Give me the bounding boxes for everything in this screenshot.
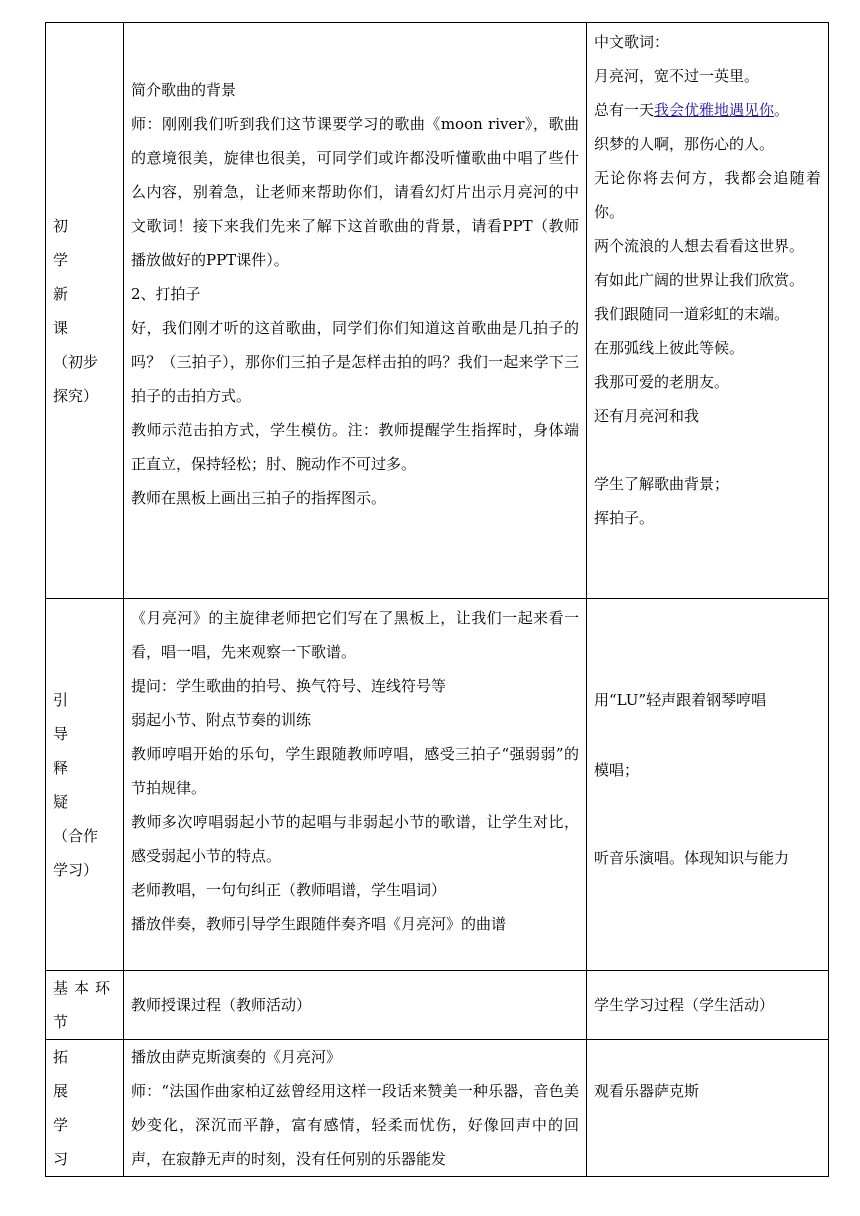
student-activity: 学生了解歌曲背景； xyxy=(594,475,730,493)
student-activity-cell xyxy=(587,599,829,971)
teacher-text: 2、打拍子 xyxy=(131,285,201,303)
student-activity: 模唱； xyxy=(594,761,640,779)
stage-cell xyxy=(46,599,124,971)
teacher-text: 师：“法国作曲家柏辽兹曾经用这样一段话来赞美一种乐器，音色美妙变化，深沉而平静，富有感情，轻柔而忧伤，好像回声中的回声，在寂静无声的时刻，没有任何别的乐器能发 xyxy=(131,1082,579,1168)
table-row xyxy=(46,23,829,599)
student-activity: 挥拍子。 xyxy=(594,509,655,527)
lyric-link[interactable]: 我会优雅地遇见你 xyxy=(654,101,775,119)
stage-label: 拓 展 学 习 xyxy=(53,1048,69,1168)
lyric-line: 月亮河，宽不过一英里。 xyxy=(594,67,760,85)
lyric-line: 还有月亮河和我 xyxy=(594,407,700,425)
teacher-text: 教师多次哼唱弱起小节的起唱与非弱起小节的歌谱，让学生对比，感受弱起小节的特点。 xyxy=(131,813,579,865)
teacher-text: 老师教唱，一句句纠正（教师唱谱，学生唱词） xyxy=(131,881,447,899)
teacher-text: 师：刚刚我们听到我们这节课要学习的歌曲《moon river》，歌曲的意境很美，旋律也很美，可同学们或许都没听懂歌曲中唱了些什么内容，别着急，让老师来帮助你们，请看幻灯片出示月亮河的中文歌词！接下来我们先来了解下这首歌曲的背景，请看PPT（教师播放做好的PPT课件）。 xyxy=(131,115,579,269)
stage-cell xyxy=(46,971,124,1040)
lyric-line: 总有一天我会优雅地遇见你。 xyxy=(594,101,790,119)
table-row xyxy=(46,971,829,1040)
teacher-text: 教师示范击拍方式，学生模仿。注：教师提醒学生指挥时，身体端正直立，保持轻松；肘、腕动作不可过多。 xyxy=(131,421,579,473)
teacher-activity-cell xyxy=(124,1040,587,1177)
student-header: 学生学习过程（学生活动） xyxy=(594,996,775,1014)
lyric-line: 无论你将去何方，我都会追随着你。 xyxy=(594,169,821,221)
teacher-activity-cell xyxy=(124,599,587,971)
stage-cell xyxy=(46,23,124,599)
stage-label: 引 导 释 疑 （合作 学习） xyxy=(53,690,99,879)
teacher-text: 好，我们刚才听的这首歌曲，同学们你们知道这首歌曲是几拍子的吗？（三拍子），那你们三拍子是怎样击拍的吗？我们一起来学下三拍子的击拍方式。 xyxy=(131,319,579,405)
lyric-line: 有如此广阔的世界让我们欣赏。 xyxy=(594,271,805,289)
student-activity-cell xyxy=(587,1040,829,1177)
teacher-text: 弱起小节、附点节奏的训练 xyxy=(131,711,312,729)
lyric-line: 两个流浪的人想去看看这世界。 xyxy=(594,237,805,255)
student-activity: 观看乐器萨克斯 xyxy=(594,1082,700,1100)
stage-header: 基本环节 xyxy=(53,979,117,1031)
table-row xyxy=(46,599,829,971)
stage-cell xyxy=(46,1040,124,1177)
student-activity-cell xyxy=(587,23,829,599)
teacher-text: 简介歌曲的背景 xyxy=(131,81,237,99)
teacher-text: 播放由萨克斯演奏的《月亮河》 xyxy=(131,1048,342,1066)
lyrics-title: 中文歌词： xyxy=(594,33,670,51)
lyric-line: 在那弧线上彼此等候。 xyxy=(594,339,745,357)
table-row xyxy=(46,1040,829,1177)
stage-label: 初 学 新 课 （初步 探究） xyxy=(53,216,99,405)
teacher-text: 教师在黑板上画出三拍子的指挥图示。 xyxy=(131,489,387,507)
lyric-line: 织梦的人啊，那伤心的人。 xyxy=(594,135,775,153)
lyric-line: 我们跟随同一道彩虹的末端。 xyxy=(594,305,790,323)
lyric-line: 我那可爱的老朋友。 xyxy=(594,373,730,391)
lesson-plan-table xyxy=(45,22,829,1177)
student-activity: 用“LU”轻声跟着钢琴哼唱 xyxy=(594,691,767,709)
teacher-text: 播放伴奏，教师引导学生跟随伴奏齐唱《月亮河》的曲谱 xyxy=(131,915,507,933)
student-header-cell xyxy=(587,971,829,1040)
teacher-activity-cell xyxy=(124,23,587,599)
student-activity: 听音乐演唱。体现知识与能力 xyxy=(594,849,790,867)
teacher-text: 提问：学生歌曲的拍号、换气符号、连线符号等 xyxy=(131,677,447,695)
teacher-text: 《月亮河》的主旋律老师把它们写在了黑板上，让我们一起来看一看，唱一唱，先来观察一下歌谱。 xyxy=(131,609,579,661)
teacher-header-cell xyxy=(124,971,587,1040)
teacher-header: 教师授课过程（教师活动） xyxy=(131,996,312,1014)
teacher-text: 教师哼唱开始的乐句，学生跟随教师哼唱，感受三拍子“强弱弱”的节拍规律。 xyxy=(131,745,579,797)
